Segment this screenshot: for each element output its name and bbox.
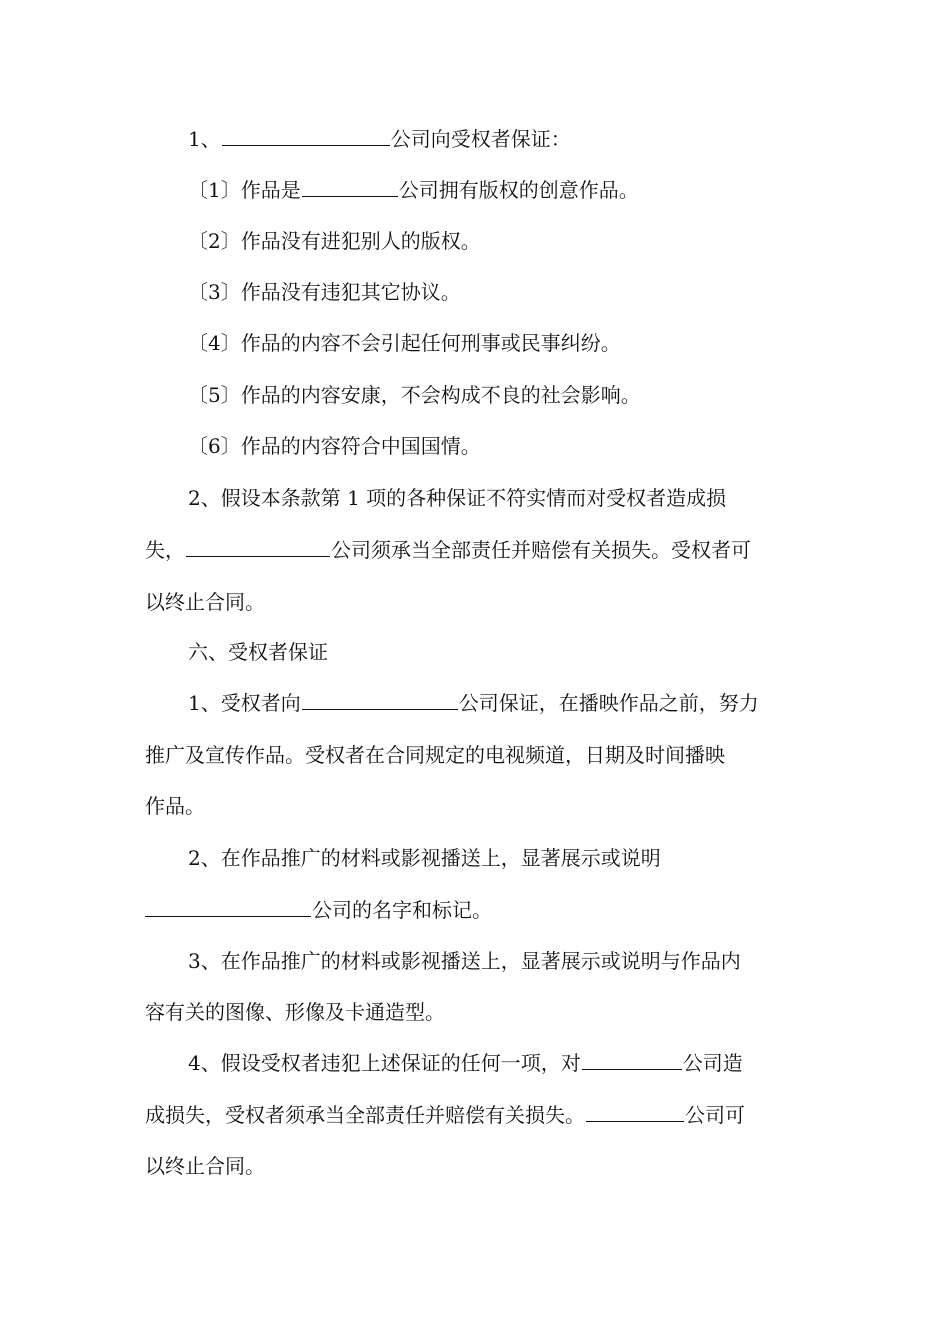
item-1 (188, 175, 810, 205)
clause-text: 4、假设受权者违犯上述保证的任何一项，对 (188, 1051, 581, 1075)
clause-1-heading (188, 124, 810, 154)
clause-2-line-2 (145, 535, 810, 565)
clause-text: 公司造 (682, 1051, 743, 1075)
item-3: 〔3〕作品没有违犯其它协议。 (188, 280, 461, 304)
fill-in-blank (582, 1049, 682, 1070)
clause-2-line-1: 2、在作品推广的材料或影视播送上，显著展示或说明 (188, 846, 661, 870)
clause-text: 成损失，受权者须承当全部责任并赔偿有关损失。 (145, 1103, 585, 1127)
clause-2-line-1: 2、假设本条款第 1 项的各种保证不符实情而对受权者造成损 (188, 486, 727, 510)
clause-2-line-3: 以终止合同。 (145, 590, 265, 614)
clause-4-line-3: 以终止合同。 (145, 1154, 265, 1178)
clause-text: 公司须承当全部责任并赔偿有关损失。受权者可 (331, 538, 751, 562)
clause-4-line-1 (188, 1048, 810, 1078)
item-5: 〔5〕作品的内容安康，不会构成不良的社会影响。 (188, 383, 641, 407)
item-4: 〔4〕作品的内容不会引起任何刑事或民事纠纷。 (188, 331, 621, 355)
clause-1-line-1 (188, 688, 810, 718)
fill-in-blank (186, 536, 330, 557)
fill-in-blank (145, 896, 311, 917)
clause-text: 公司向受权者保证： (390, 127, 571, 151)
section-heading: 六、受权者保证 (188, 640, 328, 664)
clause-text: 公司保证，在播映作品之前，努力 (458, 691, 759, 715)
fill-in-blank (302, 176, 398, 197)
clause-1-line-3: 作品。 (145, 794, 205, 818)
fill-in-blank (302, 689, 458, 710)
item-2: 〔2〕作品没有进犯别人的版权。 (188, 229, 481, 253)
clause-4-line-2 (145, 1100, 810, 1130)
clause-text: 公司的名字和标记。 (312, 898, 492, 922)
fill-in-blank (586, 1101, 684, 1122)
clause-text: 失， (145, 538, 185, 562)
clause-text: 公司拥有版权的创意作品。 (398, 178, 639, 202)
clause-text: 公司可 (685, 1103, 745, 1127)
item-6: 〔6〕作品的内容符合中国国情。 (188, 434, 481, 458)
fill-in-blank (222, 125, 390, 146)
clause-2-line-2 (145, 895, 810, 925)
clause-text: 1、 (188, 127, 221, 151)
clause-3-line-2: 容有关的图像、形像及卡通造型。 (145, 1000, 445, 1024)
clause-1-line-2: 推广及宣传作品。受权者在合同规定的电视频道，日期及时间播映 (145, 743, 725, 767)
clause-3-line-1: 3、在作品推广的材料或影视播送上，显著展示或说明与作品内 (188, 949, 741, 973)
clause-text: 〔1〕作品是 (188, 178, 301, 202)
clause-text: 1、受权者向 (188, 691, 301, 715)
